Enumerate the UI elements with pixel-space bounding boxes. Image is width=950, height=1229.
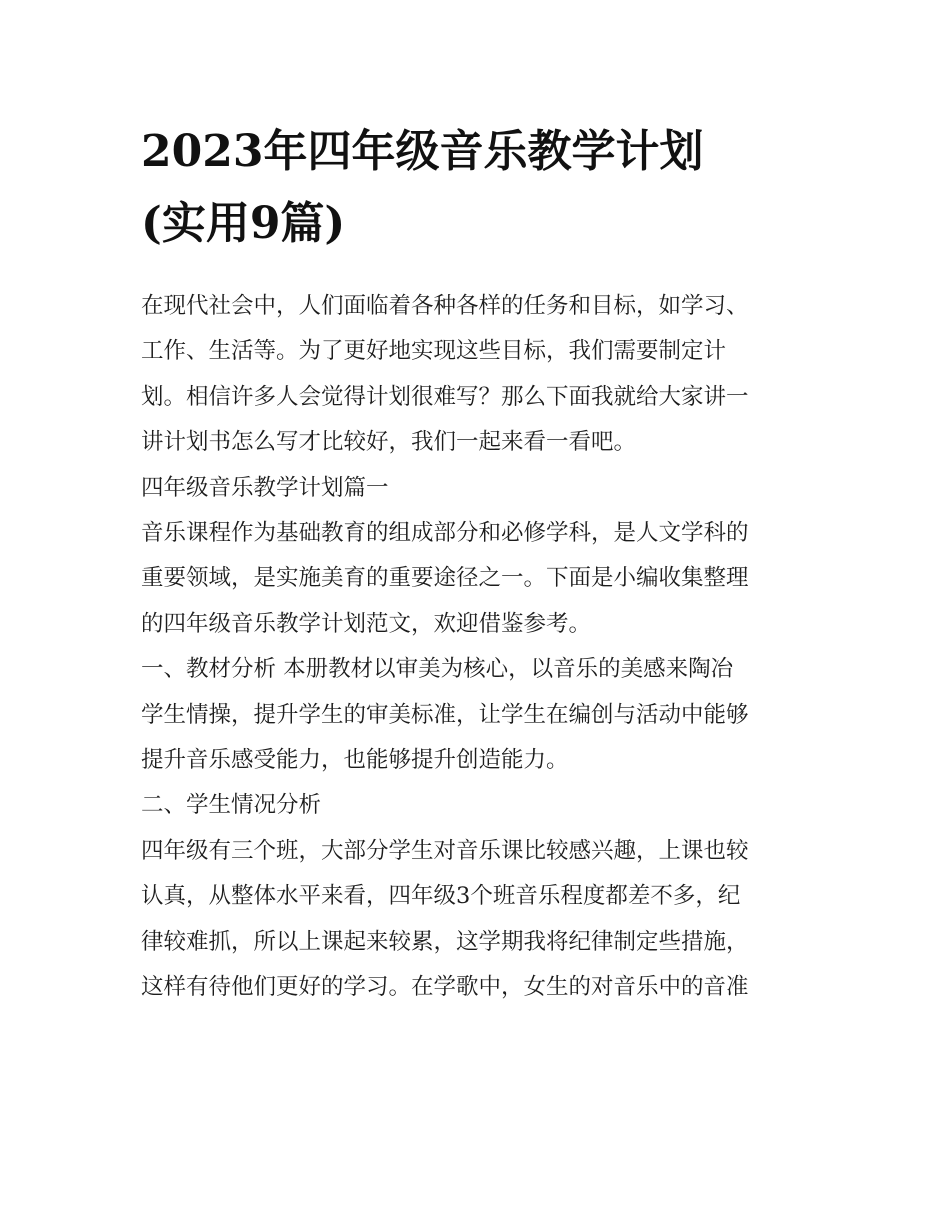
document-title — [141, 116, 816, 260]
title-line: (实用9篇) — [141, 198, 346, 249]
paragraph-line: 认真，从整体水平来看，四年级3个班音乐程度都差不多，纪 — [141, 883, 741, 910]
paragraph-line: 这样有待他们更好的学习。在学歌中，女生的对音乐中的音准 — [141, 974, 749, 1001]
paragraph-line: 重要领域，是实施美育的重要途径之一。下面是小编收集整理 — [141, 565, 749, 592]
section-heading: 四年级音乐教学计划篇一 — [141, 474, 389, 501]
document-content — [141, 116, 816, 1011]
paragraph-line: 音乐课程作为基础教育的组成部分和必修学科，是人文学科的 — [141, 520, 749, 547]
paragraph-line: 四年级有三个班，大部分学生对音乐课比较感兴趣，上课也较 — [141, 837, 749, 864]
paragraph-line: 的四年级音乐教学计划范文，欢迎借鉴参考。 — [141, 610, 592, 637]
intro-paragraph-line: 在现代社会中，人们面临着各种各样的任务和目标，如学习、 — [141, 293, 749, 319]
paragraph-line: 一、教材分析 本册教材以审美为核心，以音乐的美感来陶冶 — [141, 656, 734, 683]
subsection-heading: 二、学生情况分析 — [141, 792, 322, 819]
paragraph-line: 律较难抓，所以上课起来较累，这学期我将纪律制定些措施， — [141, 928, 749, 955]
intro-paragraph-line: 讲计划书怎么写才比较好，我们一起来看一看吧。 — [141, 429, 637, 456]
paragraph-line: 提升音乐感受能力，也能够提升创造能力。 — [141, 747, 569, 774]
title-line: 2023年四年级音乐教学计划 — [141, 126, 704, 177]
paragraph-line: 学生情操，提升学生的审美标准，让学生在编创与活动中能够 — [141, 701, 749, 728]
intro-paragraph-line: 划。相信许多人会觉得计划很难写？那么下面我就给大家讲一 — [141, 383, 749, 410]
intro-paragraph-line: 工作、生活等。为了更好地实现这些目标，我们需要制定计 — [141, 338, 727, 365]
document-body — [141, 284, 816, 1011]
